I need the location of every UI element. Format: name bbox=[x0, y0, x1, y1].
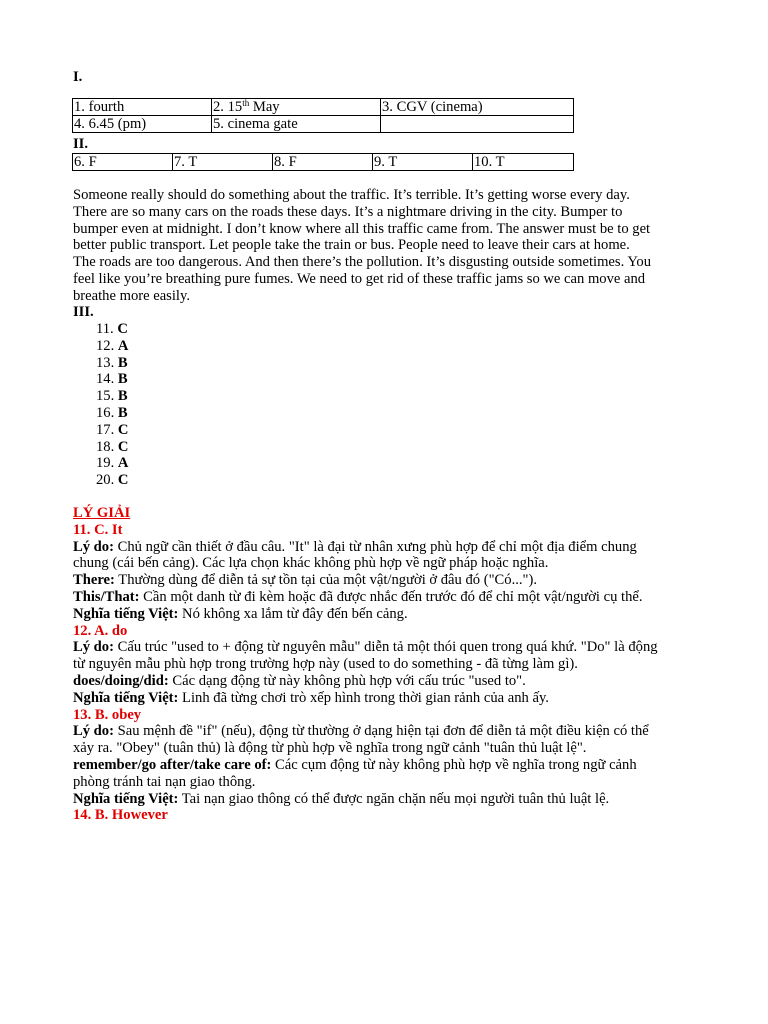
table-cell: 4. 6.45 (pm) bbox=[73, 116, 212, 133]
q12-title: 12. A. do bbox=[73, 622, 128, 639]
q13-option-1: remember/go after/take care of: Các cụm động từ này không phù hợp về nghĩa trong ngữ cảnh phòng tránh tai nạn giao thông. bbox=[73, 756, 637, 790]
table-cell: 6. F bbox=[73, 154, 173, 171]
table-cell: 9. T bbox=[373, 154, 473, 171]
table-cell: 1. fourth bbox=[73, 99, 212, 116]
table-row bbox=[73, 99, 574, 116]
table-cell: 7. T bbox=[173, 154, 273, 171]
section-3-label: III. bbox=[73, 304, 94, 320]
explanations bbox=[73, 505, 658, 824]
list-item: 14. B bbox=[96, 371, 128, 388]
date-day: 2. 15 bbox=[213, 99, 243, 115]
table-cell: 5. cinema gate bbox=[212, 116, 381, 133]
q13-meaning: Nghĩa tiếng Việt: Tai nạn giao thông có thể được ngăn chặn nếu mọi người tuân thủ luật lệ. bbox=[73, 790, 610, 807]
q11-reason: Lý do: Chủ ngữ cần thiết ở đầu câu. "It" là đại từ nhân xưng phù hợp để chỉ một địa điểm chung chung (cái bến cảng). Các lựa chọn khác không phù hợp về ngữ pháp hoặc nghĩa. bbox=[73, 538, 637, 572]
explanations-heading: LÝ GIẢI bbox=[73, 505, 131, 521]
q11-option-2: This/That: Cần một danh từ đi kèm hoặc đã được nhắc đến trước đó để chỉ một vật/người cụ thể. bbox=[73, 588, 643, 605]
list-item: 20. C bbox=[96, 472, 129, 489]
table-row bbox=[73, 116, 574, 133]
q11-option-1: There: Thường dùng để diễn tả sự tồn tại của một vật/người ở đâu đó ("Có..."). bbox=[73, 572, 537, 589]
q13-reason: Lý do: Sau mệnh đề "if" (nếu), động từ thường ở dạng hiện tại đơn để diễn tả một điều kiện có thể xảy ra. "Obey" (tuân thủ) là động từ phù hợp về nghĩa trong ngữ cảnh "tuân thủ luật lệ". bbox=[73, 723, 649, 757]
answer-list bbox=[96, 321, 128, 489]
list-item: 11. C bbox=[96, 321, 128, 337]
table-cell: 10. T bbox=[473, 154, 574, 171]
table-row bbox=[73, 154, 574, 171]
q13-title: 13. B. obey bbox=[73, 706, 142, 723]
transcript-paragraph: Someone really should do something about the traffic. It’s terrible. It’s getting worse every day. There are so many cars on the roads these days. It’s a nightmare driving in the city. Bumper to bumper even at midnight. I don’t know where all this traffic came from. The answer must be to get better public transport. Let people take the train or bus. People need to leave their cars at home. The roads are too dangerous. And then there’s the pollution. It’s disgusting outside sometimes. You feel like you’re breathing pure fumes. We need to get rid of these traffic jams so we can move and breathe more easily. bbox=[73, 187, 652, 304]
table-cell bbox=[381, 116, 574, 133]
list-item: 18. C bbox=[96, 438, 129, 455]
q12-reason: Lý do: Cấu trúc "used to + động từ nguyên mẫu" diễn tả một thói quen trong quá khứ. "Do" là động từ nguyên mẫu phù hợp trong trường hợp này (used to do something - đã từng làm gì). bbox=[73, 639, 658, 673]
list-item: 12. A bbox=[96, 337, 129, 354]
list-item: 15. B bbox=[96, 388, 128, 405]
q11-title: 11. C. It bbox=[73, 521, 123, 538]
list-item: 19. A bbox=[96, 455, 129, 472]
q11-meaning: Nghĩa tiếng Việt: Nó không xa lắm từ đây đến bến cảng. bbox=[73, 605, 408, 622]
ordinal-suffix: th bbox=[242, 98, 250, 108]
q12-meaning: Nghĩa tiếng Việt: Linh đã từng chơi trò xếp hình trong thời gian rảnh của anh ấy. bbox=[73, 689, 549, 706]
list-item: 17. C bbox=[96, 421, 129, 438]
section-1-table bbox=[72, 98, 574, 133]
q12-option-1: does/doing/did: Các dạng động từ này không phù hợp với cấu trúc "used to". bbox=[73, 672, 526, 689]
section-2-label: II. bbox=[73, 136, 89, 152]
list-item: 13. B bbox=[96, 354, 128, 371]
section-1-label: I. bbox=[73, 69, 83, 85]
q14-title: 14. B. However bbox=[73, 807, 168, 824]
date-month: May bbox=[249, 99, 280, 115]
table-cell bbox=[212, 99, 381, 116]
section-2-table bbox=[72, 153, 574, 171]
table-cell: 8. F bbox=[273, 154, 373, 171]
list-item: 16. B bbox=[96, 404, 128, 421]
table-cell: 3. CGV (cinema) bbox=[381, 99, 574, 116]
